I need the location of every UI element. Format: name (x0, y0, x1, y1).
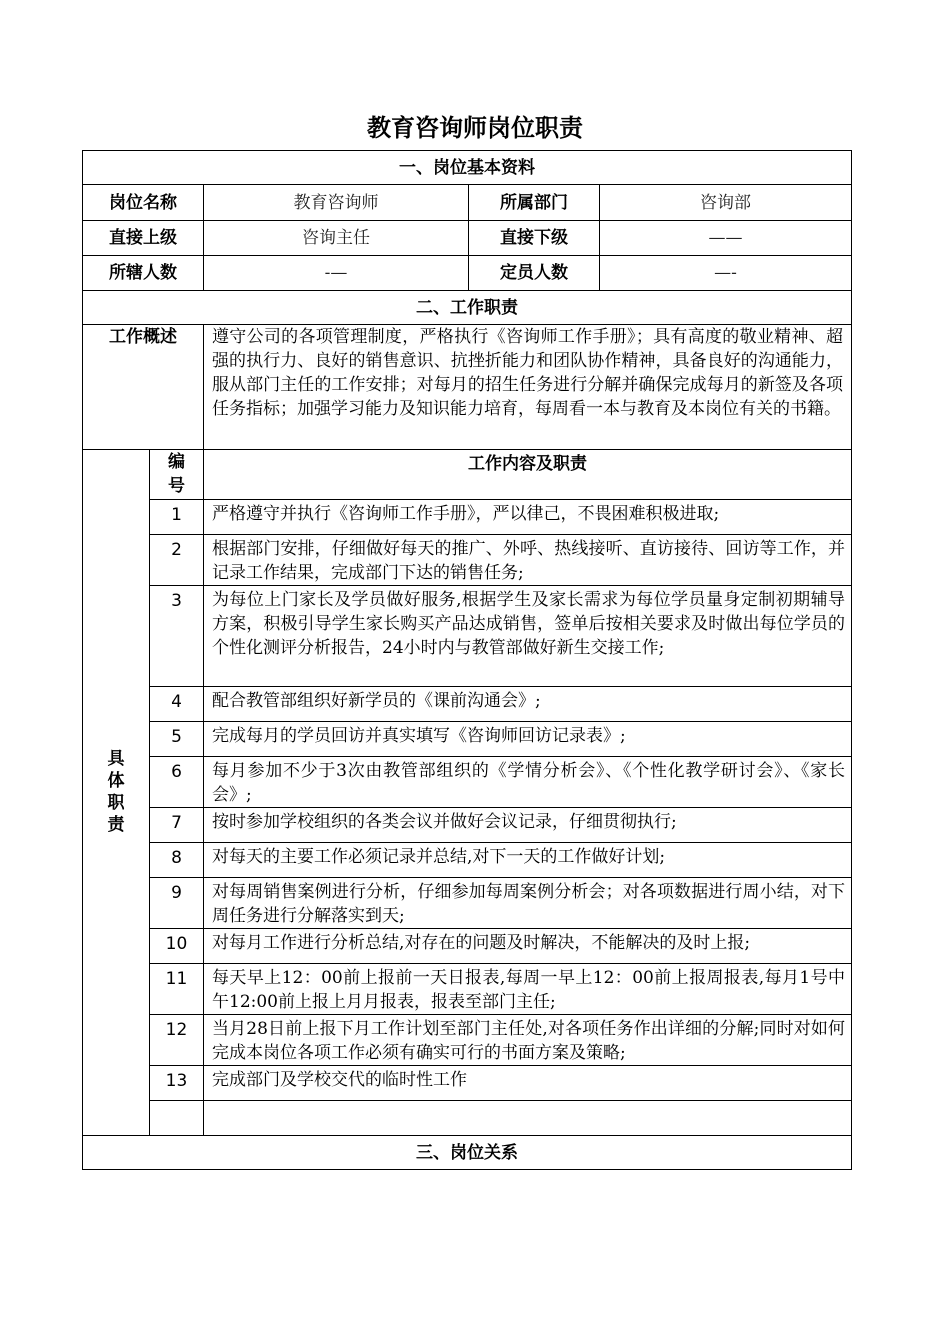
duty-number: 7 (150, 808, 204, 843)
department-label: 所属部门 (469, 185, 600, 221)
duty-text: 对每天的主要工作必须记录并总结,对下一天的工作做好计划; (204, 843, 852, 878)
duty-text: 根据部门安排，仔细做好每天的推广、外呼、热线接听、直访接待、回访等工作，并记录工作结果，完成部门下达的销售任务; (204, 535, 852, 586)
overview-text: 遵守公司的各项管理制度，严格执行《咨询师工作手册》；具有高度的敬业精神、超强的执行力、良好的销售意识、抗挫折能力和团队协作精神，具备良好的沟通能力，服从部门主任的工作安排；对每月的招生任务进行分解并确保完成每月的新签及各项任务指标；加强学习能力及知识能力培育，每周看一本与教育及本岗位有关的书籍。 (204, 325, 852, 450)
duty-text: 对每月工作进行分析总结,对存在的问题及时解决，不能解决的及时上报; (204, 929, 852, 964)
direct-superior-value: 咨询主任 (204, 221, 469, 256)
duty-text: 完成部门及学校交代的临时性工作 (204, 1066, 852, 1101)
empty-duty-row (83, 1101, 852, 1136)
section3-heading-row (83, 1136, 852, 1170)
duty-text: 按时参加学校组织的各类会议并做好会议记录，仔细贯彻执行; (204, 808, 852, 843)
duty-row (83, 500, 852, 535)
duty-row (83, 1015, 852, 1066)
number-header: 编号 (150, 450, 204, 500)
duty-row (83, 1066, 852, 1101)
duty-number: 3 (150, 586, 204, 687)
info-row (83, 185, 852, 221)
duty-row (83, 808, 852, 843)
info-row (83, 256, 852, 291)
duty-text: 为每位上门家长及学员做好服务,根据学生及家长需求为每位学员量身定制初期辅导方案，积极引导学生家长购买产品达成销售，签单后按相关要求及时做出每位学员的个性化测评分析报告，24小时内与教管部做好新生交接工作; (204, 586, 852, 687)
direct-subordinate-label: 直接下级 (469, 221, 600, 256)
duty-number: 13 (150, 1066, 204, 1101)
position-name-value: 教育咨询师 (204, 185, 469, 221)
duty-number: 12 (150, 1015, 204, 1066)
empty-number-cell (150, 1101, 204, 1136)
duty-number: 5 (150, 722, 204, 757)
duty-text: 完成每月的学员回访并真实填写《咨询师回访记录表》; (204, 722, 852, 757)
duties-label: 具体职责 (83, 450, 150, 1136)
content-header: 工作内容及职责 (204, 450, 852, 500)
position-name-label: 岗位名称 (83, 185, 204, 221)
headcount-value: -— (204, 256, 469, 291)
duty-row (83, 757, 852, 808)
overview-label: 工作概述 (83, 325, 204, 450)
section2-heading: 二、工作职责 (83, 291, 852, 325)
duty-number: 9 (150, 878, 204, 929)
overview-row (83, 325, 852, 450)
duty-number: 8 (150, 843, 204, 878)
staffing-label: 定员人数 (469, 256, 600, 291)
duty-row (83, 586, 852, 687)
direct-superior-label: 直接上级 (83, 221, 204, 256)
section3-heading: 三、岗位关系 (83, 1136, 852, 1170)
document-title: 教育咨询师岗位职责 (367, 114, 583, 142)
staffing-value: —- (600, 256, 852, 291)
duties-header-row (83, 450, 852, 500)
section2-heading-row (83, 291, 852, 325)
duty-text: 对每周销售案例进行分析，仔细参加每周案例分析会；对各项数据进行周小结，对下周任务进行分解落实到天; (204, 878, 852, 929)
duty-row (83, 535, 852, 586)
duty-text: 每月参加不少于3次由教管部组织的《学情分析会》、《个性化教学研讨会》、《家长会》; (204, 757, 852, 808)
duty-row (83, 687, 852, 722)
section1-heading-row (83, 151, 852, 185)
duty-text: 当月28日前上报下月工作计划至部门主任处,对各项任务作出详细的分解;同时对如何完成本岗位各项工作必须有确实可行的书面方案及策略; (204, 1015, 852, 1066)
duty-text: 配合教管部组织好新学员的《课前沟通会》; (204, 687, 852, 722)
info-row (83, 221, 852, 256)
section1-heading: 一、岗位基本资料 (83, 151, 852, 185)
empty-text-cell (204, 1101, 852, 1136)
duty-row (83, 722, 852, 757)
duty-number: 11 (150, 964, 204, 1015)
duty-text: 严格遵守并执行《咨询师工作手册》，严以律己，不畏困难积极进取; (204, 500, 852, 535)
duty-row (83, 878, 852, 929)
direct-subordinate-value: —— (600, 221, 852, 256)
duty-number: 6 (150, 757, 204, 808)
duty-number: 1 (150, 500, 204, 535)
duty-text: 每天早上12：00前上报前一天日报表,每周一早上12：00前上报周报表,每月1号中午12:00前上报上月月报表，报表至部门主任; (204, 964, 852, 1015)
duty-row (83, 964, 852, 1015)
headcount-label: 所辖人数 (83, 256, 204, 291)
duty-row (83, 843, 852, 878)
duty-number: 4 (150, 687, 204, 722)
department-value: 咨询部 (600, 185, 852, 221)
job-description-table (82, 150, 852, 1170)
duty-number: 2 (150, 535, 204, 586)
duty-row (83, 929, 852, 964)
duty-number: 10 (150, 929, 204, 964)
